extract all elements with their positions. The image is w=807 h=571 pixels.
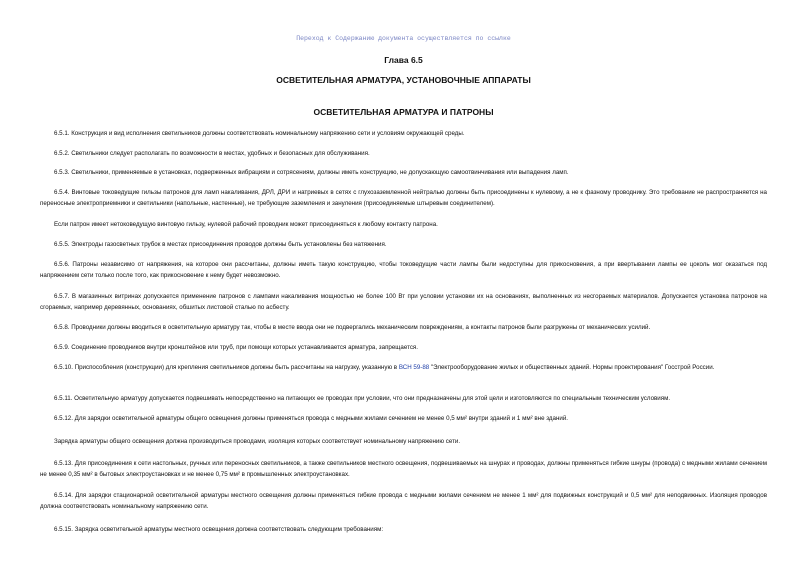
paragraph-6-5-4-note: Если патрон имеет нетоковедущую винтовую гильзу, нулевой рабочий проводник может присоединяться к любому контакту патрона.	[54, 221, 438, 228]
chapter-heading: ОСВЕТИТЕЛЬНАЯ АРМАТУРА, УСТАНОВОЧНЫЕ АППАРАТЫ	[276, 75, 531, 85]
paragraph-6-5-10-text-start: 6.5.10. Приспособления (конструкции) для крепления светильников должны быть рассчитаны на нагрузку, указанную в	[54, 364, 399, 371]
chapter-title: Глава 6.5	[384, 55, 423, 65]
paragraph-6-5-10-text-end: "Электрооборудование жилых и общественных зданий. Нормы проектирования" Госстрой России.	[429, 364, 715, 371]
paragraph-6-5-7: 6.5.7. В магазинных витринах допускается применение патронов с лампами накаливания мощностью не более 100 Вт при условии установки их на основаниях, выполненных из несгораемых материалов. Допускается установка патронов на сгораемых, например деревянных, основаниях, обшитых листовой сталью по асбесту.	[40, 293, 767, 311]
paragraph-6-5-1: 6.5.1. Конструкция и вид исполнения светильников должны соответствовать номинальному напряжению сети и условиям окружающей среды.	[54, 130, 465, 137]
paragraph-6-5-13: 6.5.13. Для присоединения к сети настольных, ручных или переносных светильников, а также светильников местного освещения, подвешиваемых на шнурах и проводах, должны применяться гибкие шнуры (провода) с медными жилами сечением не менее 0,35 мм² в бытовых электроустановках и не менее 0,75 мм² в промышленных электроустановках.	[40, 460, 767, 478]
table-of-contents-link[interactable]: Переход к Содержанию документа осуществляется по ссылке	[296, 35, 511, 42]
paragraph-6-5-10	[40, 362, 767, 373]
paragraph-6-5-11: 6.5.11. Осветительную арматуру допускается подвешивать непосредственно на питающих ее проводах при условии, что они предназначены для этой цели и изготовляются по специальным техническим условиям.	[54, 395, 671, 402]
paragraph-6-5-8: 6.5.8. Проводники должны вводиться в осветительную арматуру так, чтобы в месте ввода они не подвергались механическим повреждениям, а контакты патронов были разгружены от механических усилий.	[54, 324, 651, 331]
paragraph-6-5-14: 6.5.14. Для зарядки стационарной осветительной арматуры местного освещения должны применяться гибкие провода с медными жилами сечением не менее 1 мм² для подвижных конструкций и 0,5 мм² для неподвижных. Изоляция проводов должна соответствовать номинальному напряжению сети.	[40, 492, 767, 510]
paragraph-6-5-9: 6.5.9. Соединение проводников внутри кронштейнов или труб, при помощи которых устанавливается арматура, запрещается.	[54, 344, 418, 351]
vsn-59-88-link[interactable]: ВСН 59-88	[398, 364, 430, 371]
paragraph-6-5-3: 6.5.3. Светильники, применяемые в установках, подверженных вибрациям и сотрясениям, должны иметь конструкцию, не допускающую самоотвинчивания или выпадения ламп.	[54, 169, 569, 176]
paragraph-6-5-6: 6.5.6. Патроны независимо от напряжения, на которое они рассчитаны, должны иметь такую конструкцию, чтобы токоведущие части лампы были недоступны для прикосновения, а при ввертывании лампы ее цоколь мог оказаться под напряжением сети только после того, как прикосновение к нему будет невозможно.	[40, 261, 767, 279]
paragraph-6-5-15: 6.5.15. Зарядка осветительной арматуры местного освещения должна соответствовать следующим требованиям:	[54, 526, 384, 533]
paragraph-6-5-12-note: Зарядка арматуры общего освещения должна производиться проводами, изоляция которых соответствует номинальному напряжению сети.	[54, 438, 461, 445]
paragraph-6-5-2: 6.5.2. Светильники следует располагать по возможности в местах, удобных и безопасных для обслуживания.	[54, 150, 370, 157]
section-heading: ОСВЕТИТЕЛЬНАЯ АРМАТУРА И ПАТРОНЫ	[313, 107, 494, 117]
paragraph-6-5-12: 6.5.12. Для зарядки осветительной арматуры общего освещения должны применяться провода с медными жилами сечением не менее 0,5 мм² внутри зданий и 1 мм² вне зданий.	[54, 415, 569, 422]
paragraph-6-5-5: 6.5.5. Электроды газосветных трубок в местах присоединения проводов должны быть установлены без натяжения.	[54, 241, 387, 248]
paragraph-6-5-4: 6.5.4. Винтовые токоведущие гильзы патронов для ламп накаливания, ДРЛ, ДРИ и натриевых в сетях с глухозаземленной нейтралью должны быть присоединены к нулевому, а не к фазному проводнику. Это требование не распространяется на переносные электроприемники и светильники (напольные, настенные), не требующие заземления и зануления (присоединяемые штыревым соединителем).	[40, 189, 767, 207]
